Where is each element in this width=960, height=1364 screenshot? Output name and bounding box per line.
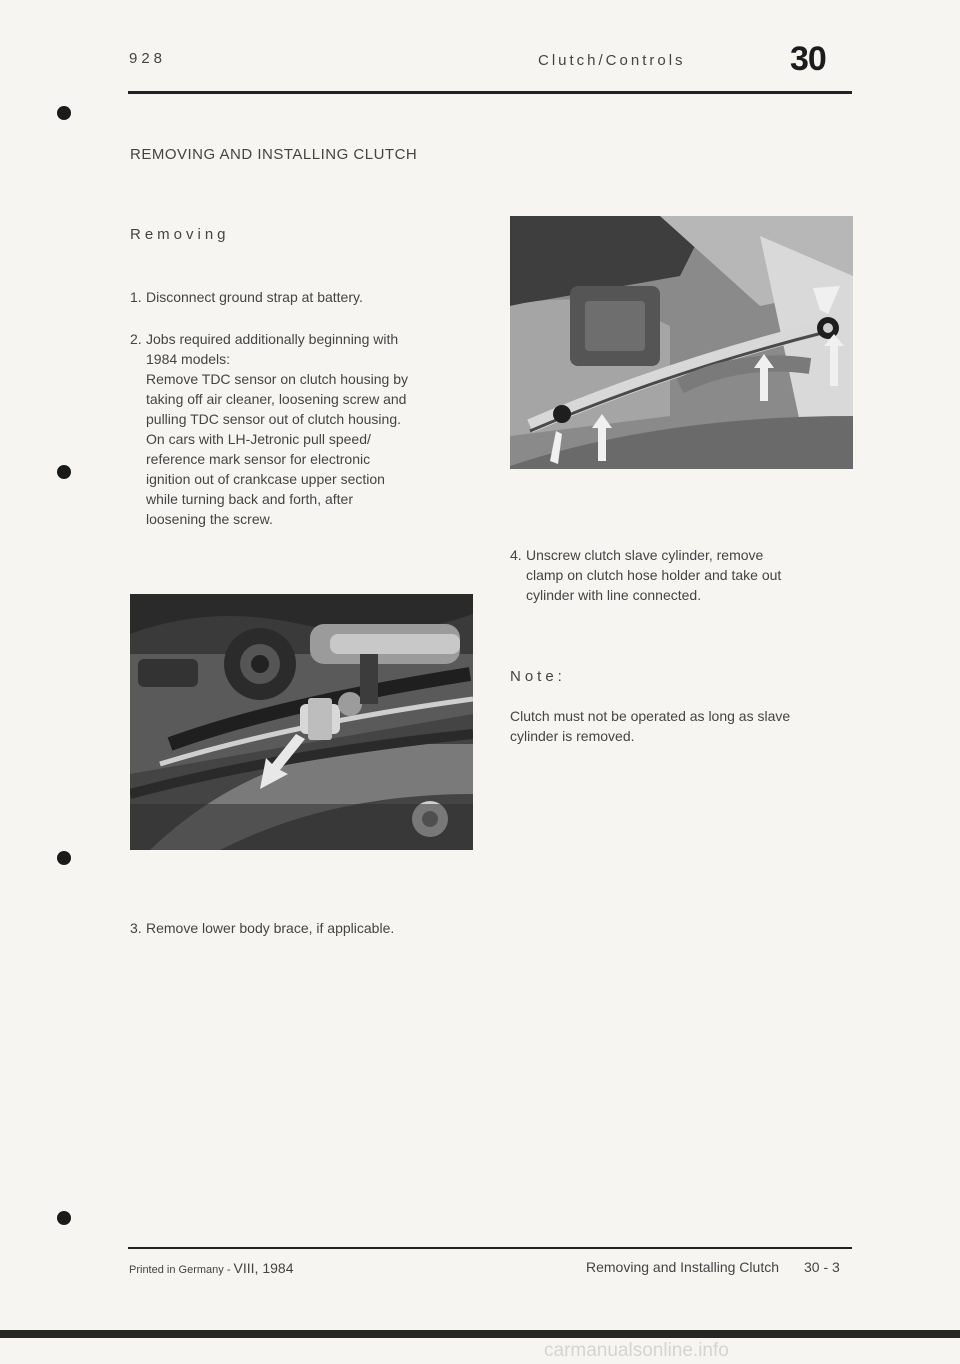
step-2 (130, 329, 408, 529)
step-4 (510, 545, 781, 605)
step-line: cylinder with line connected. (526, 587, 702, 603)
binder-hole (57, 106, 71, 120)
step-line: Jobs required additionally beginning with (146, 331, 399, 347)
binder-hole (57, 1211, 71, 1225)
header-section: Clutch/Controls (538, 52, 686, 69)
footer-edition: VIII, 1984 (233, 1260, 294, 1276)
footer-printed-label: Printed in Germany - (129, 1264, 231, 1276)
step-number: 2. (130, 331, 142, 347)
body-brace-photo (510, 216, 853, 469)
footer-title: Removing and Installing Clutch (586, 1259, 779, 1275)
step-line: reference mark sensor for electronic (146, 451, 371, 467)
scan-edge (0, 1330, 960, 1338)
footer-rule (128, 1247, 852, 1249)
step-text: Disconnect ground strap at battery. (146, 289, 363, 305)
binder-hole (57, 465, 71, 479)
step-number: 4. (510, 547, 522, 563)
step-number: 3. (130, 920, 142, 936)
step-line: pulling TDC sensor out of clutch housing. (146, 411, 401, 427)
binder-hole (57, 851, 71, 865)
step-number: 1. (130, 289, 142, 305)
engine-bay-photo (130, 594, 473, 850)
step-1 (130, 287, 363, 307)
header-rule (128, 91, 852, 94)
step-3 (130, 918, 394, 938)
step-line: 1984 models: (146, 351, 231, 367)
step-line: loosening the screw. (146, 511, 273, 527)
step-line: Remove TDC sensor on clutch housing by (146, 371, 408, 387)
page-title: REMOVING AND INSTALLING CLUTCH (130, 146, 418, 163)
watermark: carmanualsonline.info (544, 1340, 729, 1361)
footer-printed (129, 1260, 293, 1276)
page-number: 30 - 3 (804, 1259, 840, 1275)
step-line: clamp on clutch hose holder and take out (526, 567, 782, 583)
step-line: On cars with LH-Jetronic pull speed/ (146, 431, 371, 447)
step-line: taking off air cleaner, loosening screw and (146, 391, 407, 407)
note-heading: Note: (510, 668, 566, 685)
header-model: 928 (129, 50, 167, 67)
step-line: Unscrew clutch slave cylinder, remove (526, 547, 764, 563)
note-text (510, 706, 790, 746)
removing-heading: Removing (130, 226, 230, 243)
note-line: cylinder is removed. (510, 728, 635, 744)
step-text: Remove lower body brace, if applicable. (146, 920, 395, 936)
step-line: while turning back and forth, after (146, 491, 354, 507)
step-line: ignition out of crankcase upper section (146, 471, 385, 487)
header-group-number: 30 (790, 40, 826, 78)
note-line: Clutch must not be operated as long as slave (510, 708, 791, 724)
